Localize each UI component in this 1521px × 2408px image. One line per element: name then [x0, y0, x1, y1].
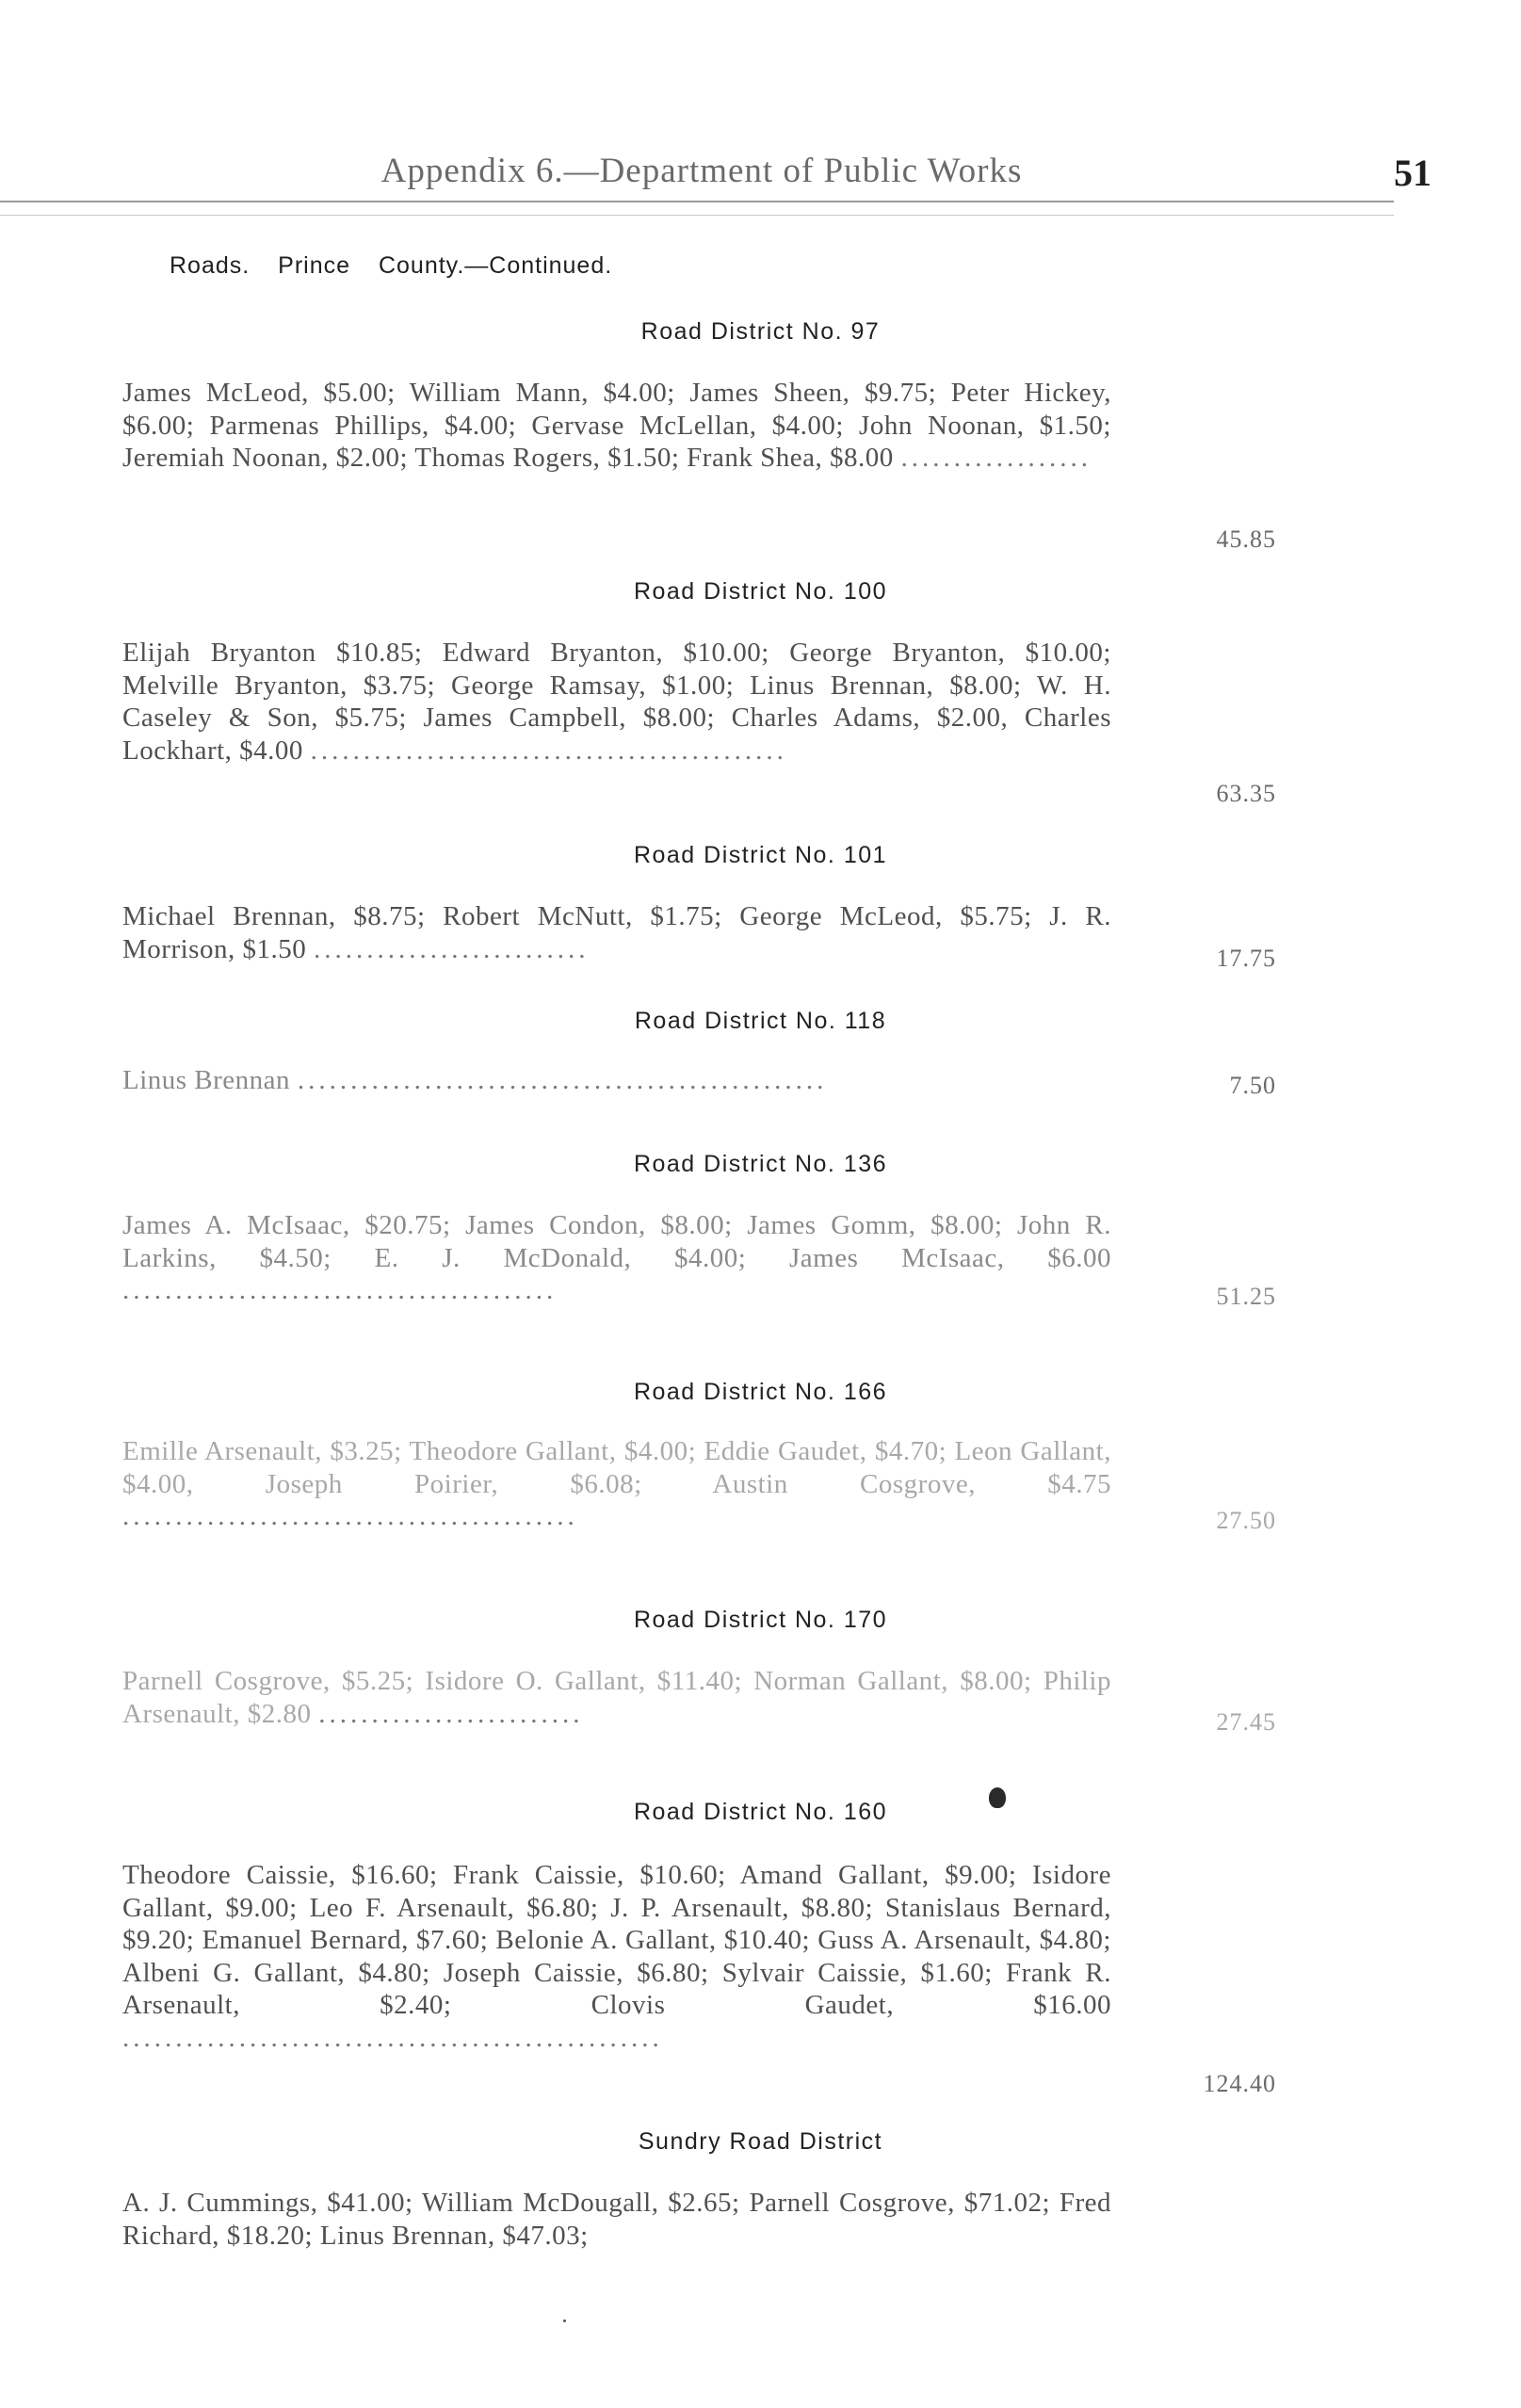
dot-leader: ......................................... [122, 1275, 558, 1305]
district-amount: 124.40 [1203, 2070, 1276, 2097]
district-entry-text: Michael Brennan, $8.75; Robert McNutt, $1.75; George McLeod, $5.75; J. R. Morrison, $1.50 [122, 901, 1111, 964]
dot-leader: ......................... [318, 1698, 584, 1729]
district-entry-text: Emille Arsenault, $3.25; Theodore Gallant, $4.00; Eddie Gaudet, $4.70; Leon Gallant, $4.00, Joseph Poirier, $6.08; Austin Cosgrove, $4.75 [122, 1436, 1111, 1499]
district-amount: 63.35 [1216, 780, 1276, 807]
district-entry [122, 1859, 1111, 2054]
district-entry [122, 1064, 1111, 1097]
section-label: Roads. Prince County.—Continued. [170, 252, 613, 279]
dot-leader: .......................... [313, 933, 590, 964]
dot-leader: .................................................. [297, 1065, 828, 1095]
district-entry-text: Elijah Bryanton $10.85; Edward Bryanton, $10.00; George Bryanton, $10.00; Melville Bryanton, $3.75; George Ramsay, $1.00; Linus Brennan, $8.00; W. H. Caseley & Son, $5.75; James Campbell, $8.00; Charles Adams, $2.00, Charles Lockhart, $4.00 [122, 638, 1111, 766]
dot-leader: ................................................... [122, 2022, 663, 2053]
district-entry-text: Parnell Cosgrove, $5.25; Isidore O. Gallant, $11.40; Norman Gallant, $8.00; Philip Arsenault, $2.80 [122, 1666, 1111, 1729]
paper-speck [563, 2319, 566, 2322]
district-entry [122, 637, 1111, 767]
district-entry [122, 2187, 1111, 2252]
district-amount: 27.45 [1216, 1708, 1276, 1736]
district-heading: Road District No. 170 [633, 1607, 888, 1633]
district-entry [122, 1665, 1111, 1730]
district-entry [122, 900, 1111, 965]
running-header: Appendix 6.—Department of Public Works [380, 152, 1023, 190]
district-entry-text: James A. McIsaac, $20.75; James Condon, $8.00; James Gomm, $8.00; John R. Larkins, $4.50; E. J. McDonald, $4.00; James McIsaac, $6.00 [122, 1210, 1111, 1273]
page-number: 51 [1394, 152, 1432, 194]
district-entry [122, 377, 1111, 475]
district-amount: 45.85 [1216, 525, 1276, 553]
header-rule-secondary [0, 215, 1394, 216]
dot-leader: ........................................... [122, 1501, 578, 1531]
dot-leader: .................. [900, 443, 1092, 473]
district-amount: 17.75 [1216, 945, 1276, 972]
district-amount: 27.50 [1216, 1507, 1276, 1534]
district-entry-text: James McLeod, $5.00; William Mann, $4.00; James Sheen, $9.75; Peter Hickey, $6.00; Parmenas Phillips, $4.00; Gervase McLellan, $4.00; John Noonan, $1.50; Jeremiah Noonan, $2.00; Thomas Rogers, $1.50; Frank Shea, $8.00 [122, 378, 1111, 473]
district-heading: Road District No. 166 [633, 1379, 888, 1405]
district-heading: Road District No. 160 [633, 1799, 888, 1825]
header-rule [0, 201, 1394, 202]
district-heading: Road District No. 100 [633, 578, 888, 605]
district-amount: 7.50 [1229, 1072, 1276, 1099]
district-heading: Road District No. 101 [633, 842, 888, 868]
ink-blot-mark [989, 1787, 1006, 1808]
district-amount: 51.25 [1216, 1283, 1276, 1310]
district-entry [122, 1435, 1111, 1533]
district-entry-text: A. J. Cummings, $41.00; William McDougall, $2.65; Parnell Cosgrove, $71.02; Fred Richard, $18.20; Linus Brennan, $47.03; [122, 2188, 1111, 2251]
district-entry-text: Linus Brennan [122, 1065, 291, 1095]
district-entry [122, 1209, 1111, 1307]
district-heading: Road District No. 97 [640, 318, 881, 345]
district-heading: Road District No. 118 [634, 1008, 887, 1034]
district-heading: Road District No. 136 [633, 1151, 888, 1177]
dot-leader: ............................................. [310, 735, 787, 766]
district-entry-text: Theodore Caissie, $16.60; Frank Caissie, $10.60; Amand Gallant, $9.00; Isidore Gallant, $9.00; Leo F. Arsenault, $6.80; J. P. Arsenault, $8.80; Stanislaus Bernard, $9.20; Emanuel Bernard, $7.60; Belonie A. Gallant, $10.40; Guss A. Arsenault, $4.80; Albeni G. Gallant, $4.80; Joseph Caissie, $6.80; Sylvair Caissie, $1.60; Frank R. Arsenault, $2.40; Clovis Gaudet, $16.00 [122, 1860, 1111, 2020]
district-heading: Sundry Road District [638, 2128, 883, 2155]
